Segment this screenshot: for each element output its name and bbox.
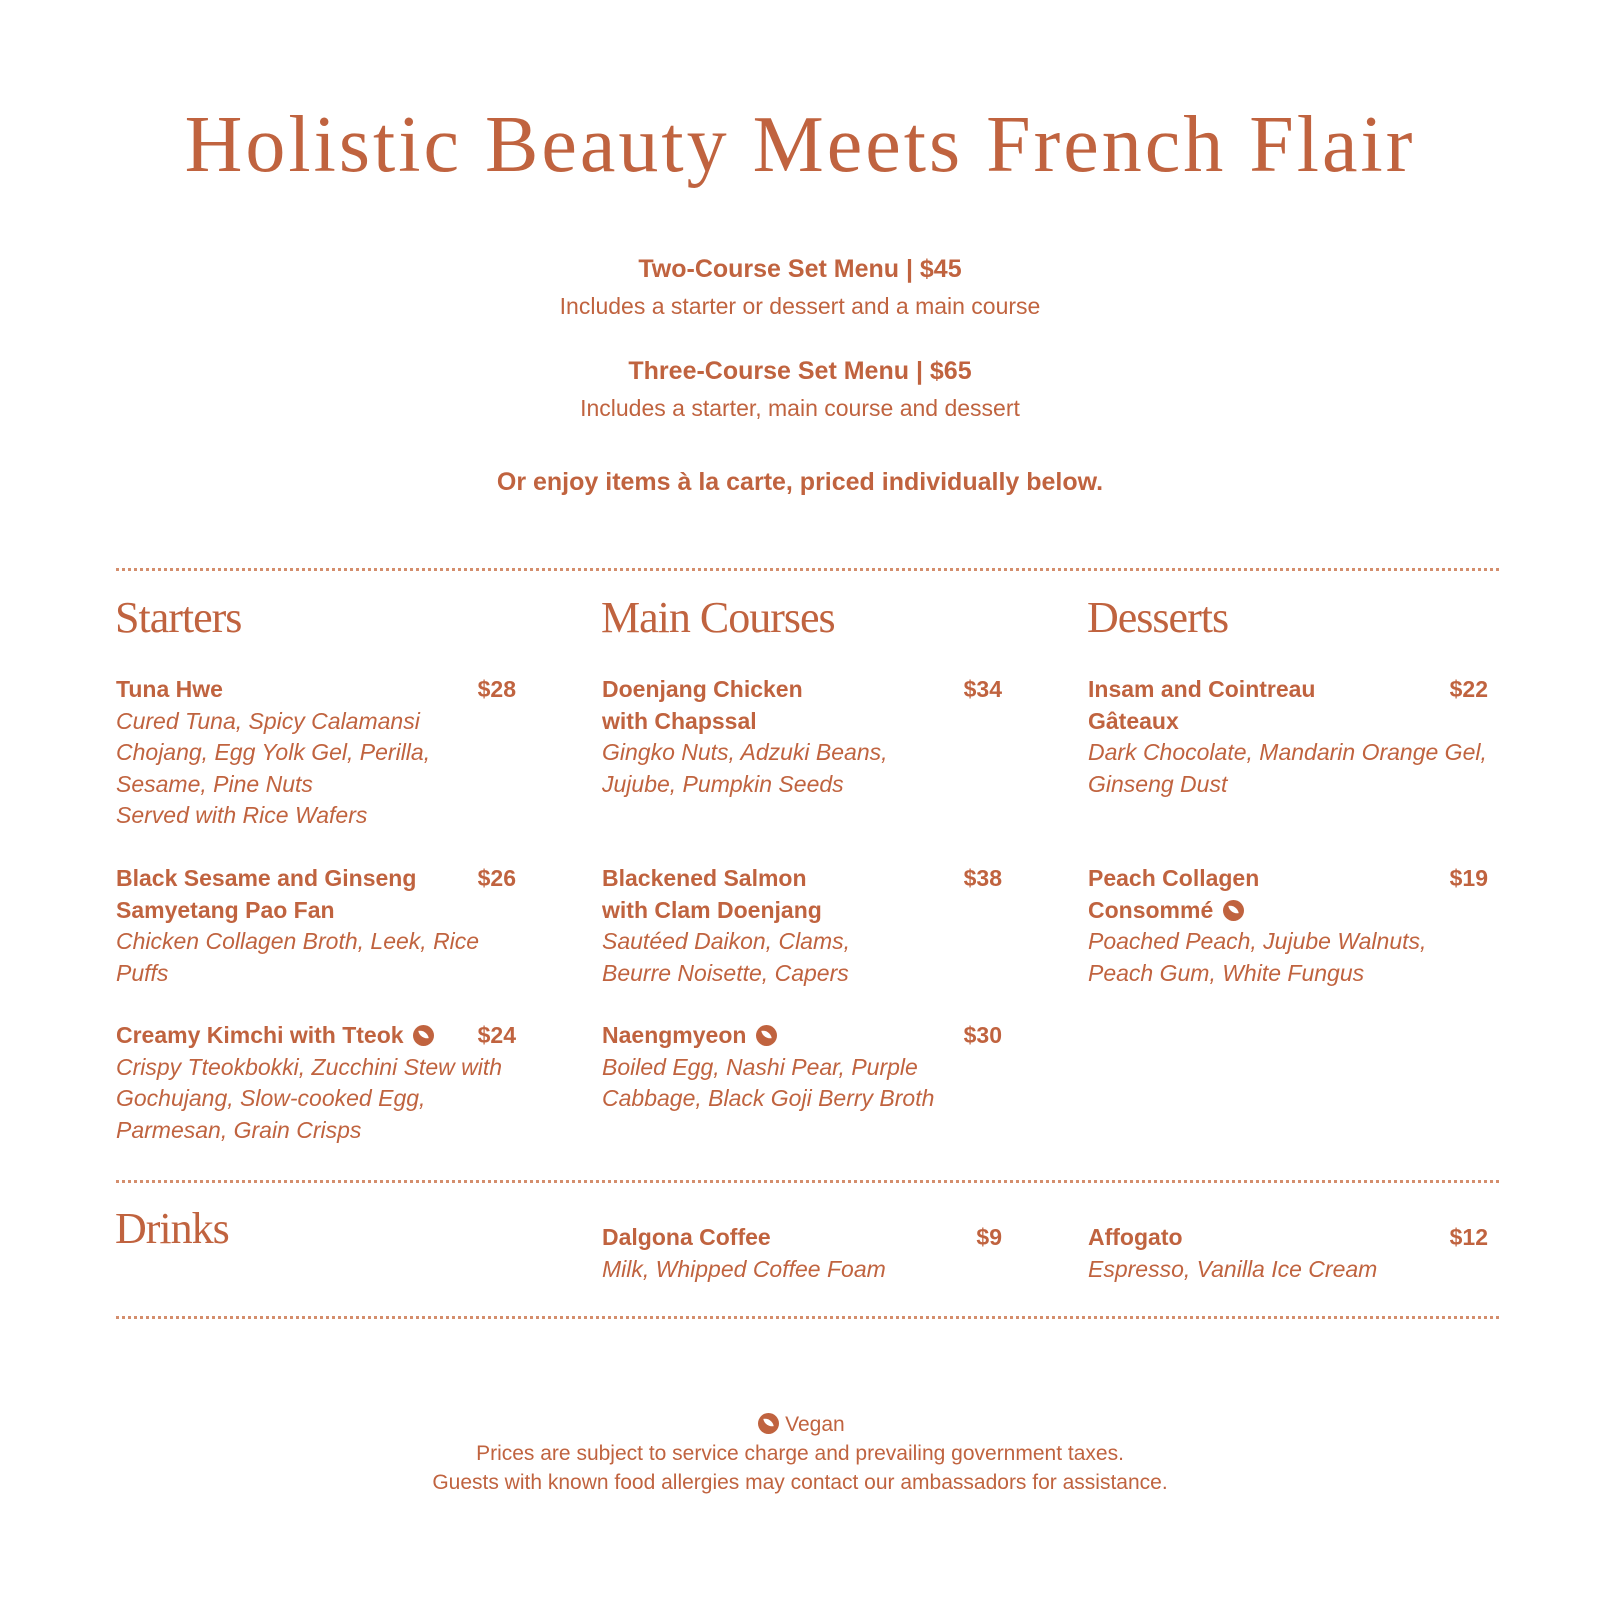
item-description: Chicken Collagen Broth, Leek, Rice Puffs	[116, 928, 480, 986]
item-description: Milk, Whipped Coffee Foam	[602, 1255, 886, 1282]
item-price: $22	[1449, 676, 1488, 702]
footer-line-allergies: Guests with known food allergies may contact our ambassadors for assistance.	[432, 1471, 1168, 1494]
vegan-legend-label: Vegan	[785, 1413, 845, 1436]
a-la-carte-note: Or enjoy items à la carte, priced individually below.	[496, 468, 1104, 496]
menu-item	[116, 1020, 516, 1146]
menu-item	[116, 674, 516, 832]
vegan-leaf-icon	[756, 1025, 777, 1046]
item-price: $19	[1449, 865, 1488, 891]
item-description: Crispy Tteokbokki, Zucchini Stew with Gochujang, Slow-cooked Egg, Parmesan, Grain Crisps	[116, 1053, 503, 1143]
vegan-leaf-icon	[758, 1413, 779, 1434]
item-name: Black Sesame and Ginseng Samyetang Pao Fan	[116, 865, 417, 923]
item-name: Dalgona Coffee	[602, 1224, 771, 1250]
item-name: Insam and Cointreau Gâteaux	[1088, 676, 1316, 734]
item-name: Blackened Salmon with Clam Doenjang	[602, 865, 822, 923]
divider-top	[116, 568, 1499, 571]
menu-item	[1088, 674, 1488, 800]
menu-item	[1088, 1222, 1488, 1285]
item-name: Doenjang Chicken with Chapssal	[602, 676, 803, 734]
item-description: Dark Chocolate, Mandarin Orange Gel, Ginseng Dust	[1088, 739, 1487, 797]
menu-item	[602, 1020, 1002, 1115]
item-name: Naengmyeon	[602, 1022, 747, 1048]
item-price: $24	[477, 1022, 516, 1048]
item-price: $38	[963, 865, 1002, 891]
menu-item	[1088, 863, 1488, 989]
menu-item	[602, 674, 1002, 800]
item-price: $30	[963, 1022, 1002, 1048]
item-price: $9	[976, 1224, 1002, 1250]
set-menu-heading: Two-Course Set Menu | $45	[638, 255, 962, 283]
item-name: Peach Collagen Consommé	[1088, 865, 1260, 923]
set-menu-description: Includes a starter, main course and dessert	[580, 395, 1020, 421]
item-name: Affogato	[1088, 1224, 1183, 1250]
item-description: Sautéed Daikon, Clams, Beurre Noisette, Capers	[602, 928, 851, 986]
item-price: $12	[1449, 1224, 1488, 1250]
item-price: $28	[477, 676, 516, 702]
item-description: Poached Peach, Jujube Walnuts, Peach Gum, White Fungus	[1088, 928, 1427, 986]
set-menu-two-course	[0, 255, 1600, 320]
vegan-leaf-icon	[413, 1025, 434, 1046]
page-title: Holistic Beauty Meets French Flair	[184, 101, 1416, 189]
section-title-drinks: Drinks	[115, 1204, 229, 1253]
menu-item	[116, 863, 516, 989]
item-description: Boiled Egg, Nashi Pear, Purple Cabbage, Black Goji Berry Broth	[602, 1053, 935, 1111]
set-menu-heading: Three-Course Set Menu | $65	[628, 357, 972, 385]
vegan-leaf-icon	[1223, 900, 1244, 921]
set-menu-description: Includes a starter or dessert and a main course	[559, 293, 1041, 319]
divider-bottom	[116, 1316, 1499, 1319]
item-description: Espresso, Vanilla Ice Cream	[1088, 1255, 1378, 1282]
item-price: $26	[477, 865, 516, 891]
item-description: Gingko Nuts, Adzuki Beans, Jujube, Pumpkin Seeds	[602, 739, 888, 797]
section-title-main-courses: Main Courses	[601, 593, 835, 642]
item-name: Creamy Kimchi with Tteok	[116, 1022, 404, 1048]
footer	[0, 1410, 1600, 1497]
footer-line-taxes: Prices are subject to service charge and prevailing government taxes.	[476, 1442, 1124, 1465]
item-description: Cured Tuna, Spicy Calamansi Chojang, Egg Yolk Gel, Perilla, Sesame, Pine Nuts Served with Rice Wafers	[116, 707, 431, 828]
item-price: $34	[963, 676, 1002, 702]
vegan-legend	[0, 1410, 1600, 1439]
menu-item	[602, 863, 1002, 989]
section-title-desserts: Desserts	[1087, 593, 1229, 642]
set-menu-three-course	[0, 357, 1600, 422]
section-title-starters: Starters	[115, 593, 242, 642]
divider-middle	[116, 1180, 1499, 1183]
menu-item	[602, 1222, 1002, 1285]
item-name: Tuna Hwe	[116, 676, 223, 702]
